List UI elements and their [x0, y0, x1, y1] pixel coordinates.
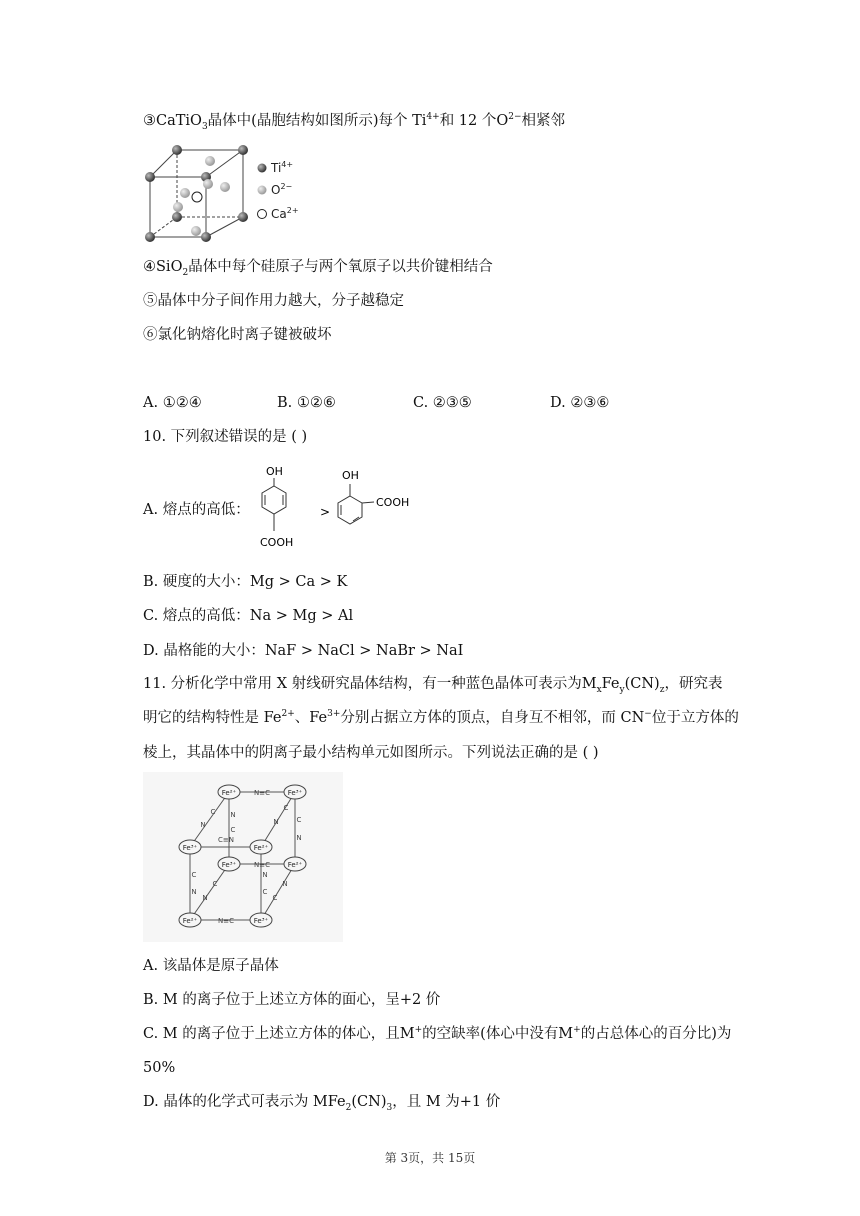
q10-structures-figure: [250, 458, 430, 558]
svg-text:OH: OH: [342, 469, 359, 482]
q10-option-c: C. 熔点的高低：Na > Mg > Al: [143, 608, 354, 624]
svg-text:Fe³⁺: Fe³⁺: [221, 861, 237, 869]
svg-text:N: N: [200, 821, 206, 829]
ca-atom: [192, 192, 202, 202]
legend-o: $O^{2-}$: [271, 182, 293, 197]
legend-o-dot: [258, 186, 267, 195]
catio3-cell-figure: [140, 140, 320, 250]
svg-text:OH: OH: [266, 465, 283, 478]
svg-text:C: C: [212, 880, 218, 888]
svg-text:>: >: [320, 505, 331, 519]
svg-text:C: C: [296, 816, 302, 824]
q9-option-c: C. ②③⑤: [413, 395, 472, 411]
svg-text:C: C: [283, 804, 289, 812]
q9-option-b: B. ①②⑥: [277, 395, 336, 411]
item-6-text: ⑥氯化钠熔化时离子键被破坏: [143, 327, 332, 343]
q9-option-d: D. ②③⑥: [550, 395, 610, 411]
svg-text:COOH: COOH: [260, 536, 294, 549]
page-footer: 第 3页，共 15页: [384, 1151, 476, 1165]
svg-text:Fe³⁺: Fe³⁺: [253, 917, 269, 925]
legend-ca-dot: [258, 210, 267, 219]
q9-option-a: A. ①②④: [143, 395, 202, 411]
svg-text:C: C: [272, 894, 278, 902]
q11-stem-line-3: 棱上，其晶体中的阴离子最小结构单元如图所示。下列说法正确的是 ( ): [143, 745, 599, 761]
legend-ti: $Ti^{4+}$: [271, 160, 294, 175]
svg-text:Fe²⁺: Fe²⁺: [253, 844, 269, 852]
svg-text:C≡N: C≡N: [218, 836, 234, 844]
svg-text:Fe²⁺: Fe²⁺: [182, 917, 198, 925]
q11-option-d: D. 晶体的化学式可表示为 $MFe_2(CN)_3$，且 M 为+1 价: [143, 1094, 501, 1113]
svg-text:N≡C: N≡C: [254, 789, 270, 797]
svg-text:N≡C: N≡C: [254, 861, 270, 869]
svg-text:COOH: COOH: [376, 496, 410, 509]
q11-stem-line-2: 明它的结构特性是 $Fe^{2+}$、$Fe^{3+}$分别占据立方体的顶点，自身互不相邻，而 CN−位于立方体的: [143, 709, 739, 726]
svg-text:N: N: [296, 834, 302, 842]
q11-option-b: B. M 的离子位于上述立方体的面心，呈+2 价: [143, 992, 441, 1008]
svg-text:Fe²⁺: Fe²⁺: [287, 861, 303, 869]
svg-text:N: N: [282, 880, 288, 888]
svg-text:N: N: [273, 818, 279, 826]
svg-text:N≡C: N≡C: [218, 917, 234, 925]
svg-text:N: N: [262, 871, 268, 879]
q10-option-a-label: A. 熔点的高低：: [143, 502, 250, 518]
svg-text:Fe²⁺: Fe²⁺: [221, 789, 237, 797]
q11-option-c-line-1: C. M 的离子位于上述立方体的体心，且M+的空缺率(体心中没有M+的占总体心的百分比)为: [143, 1025, 732, 1042]
svg-text:N: N: [230, 811, 236, 819]
svg-text:C: C: [191, 871, 197, 879]
q10-option-b: B. 硬度的大小：Mg > Ca > K: [143, 574, 348, 590]
item-5-text: ⑤晶体中分子间作用力越大，分子越稳定: [143, 293, 404, 309]
item-3-text: ③CaTiO$_3$晶体中(晶胞结构如图所示)每个 $Ti^{4+}$和 12 个$O^{2-}$相紧邻: [143, 112, 566, 132]
svg-text:C: C: [210, 808, 216, 816]
svg-text:N: N: [191, 888, 197, 896]
q11-option-a: A. 该晶体是原子晶体: [143, 958, 279, 974]
svg-text:C: C: [262, 888, 268, 896]
legend-ti-dot: [258, 164, 267, 173]
svg-text:C: C: [230, 826, 236, 834]
q10-option-d: D. 晶格能的大小：NaF > NaCl > NaBr > NaI: [143, 643, 464, 659]
svg-text:Fe³⁺: Fe³⁺: [182, 844, 198, 852]
legend-ca: $Ca^{2+}$: [271, 206, 299, 221]
q10-stem: 10. 下列叙述错误的是 ( ): [143, 429, 308, 445]
item-4-text: ④SiO$_2$晶体中每个硅原子与两个氧原子以共价键相结合: [143, 259, 493, 278]
svg-text:N: N: [202, 894, 208, 902]
q11-option-c-line-2: 50%: [143, 1060, 176, 1076]
q11-stem-line-1: 11. 分析化学中常用 X 射线研究晶体结构，有一种蓝色晶体可表示为$M_xFe_y(CN)_z$，研究表: [143, 676, 723, 695]
svg-text:Fe³⁺: Fe³⁺: [287, 789, 303, 797]
q11-prussian-blue-figure: [143, 772, 343, 942]
